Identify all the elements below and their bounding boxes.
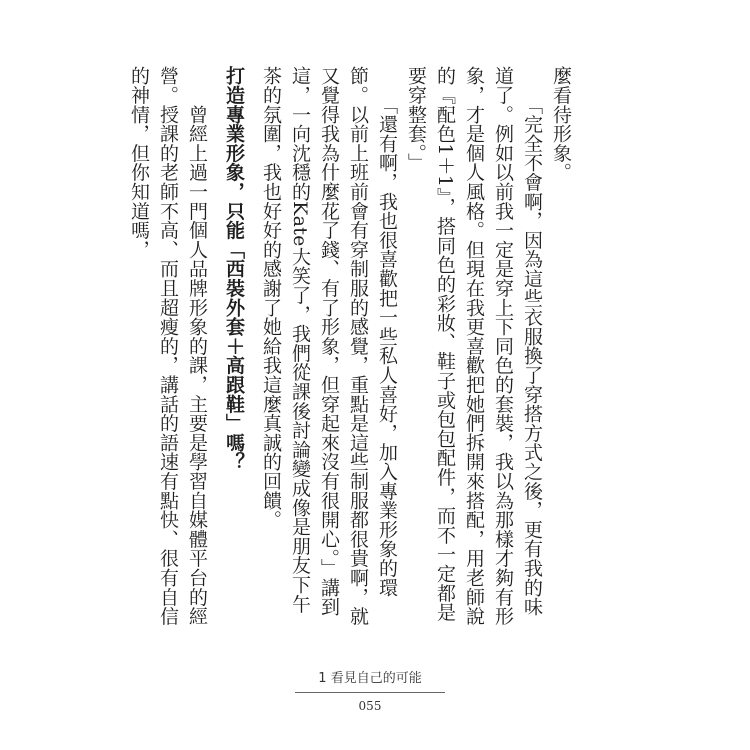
paragraph-course: 曾經上過一門個人品牌形象的課，主要是學習自媒體平台的經營。授課的老師不高、而且超瘦的，講話的語速有點快、很有自信的神情，但你知道嗎，	[128, 66, 208, 626]
paragraph-quote-2: 「還有啊，我也很喜歡把一些私人喜好，加入專業形象的環節。以前上班前會有穿制服的感覺，重點是這些制服都很貴啊，就又覺得我為什麼花了錢、有了形象，但穿起來沒有很開心。」講到這，一向沈穩的Kate大笑了，我們從課後討論變成像是朋友下午茶的氛圍，我也好好的感謝了她給我這麼真誠的回饋。	[260, 66, 398, 626]
paragraph-continuation: 麼看待形象。	[550, 66, 572, 182]
page-number: 055	[358, 699, 382, 713]
section-heading: 打造專業形象，只能「西裝外套＋高跟鞋」嗎？	[223, 66, 245, 472]
page-footer	[295, 667, 445, 713]
vertical-text-block	[124, 66, 575, 626]
paragraph-quote-1: 「完全不會啊，因為這些衣服換了穿搭方式之後，更有我的味道了。例如以前我一定是穿上下同色的套裝，我以為那樣才夠有形象，才是個人風格。但現在我更喜歡把她們拆開來搭配，用老師說的『配色1＋1』，搭同色的彩妝、鞋子或包包配件，而不一定都是要穿整套。」	[405, 66, 543, 626]
chapter-title: 1 看見自己的可能	[295, 667, 445, 693]
